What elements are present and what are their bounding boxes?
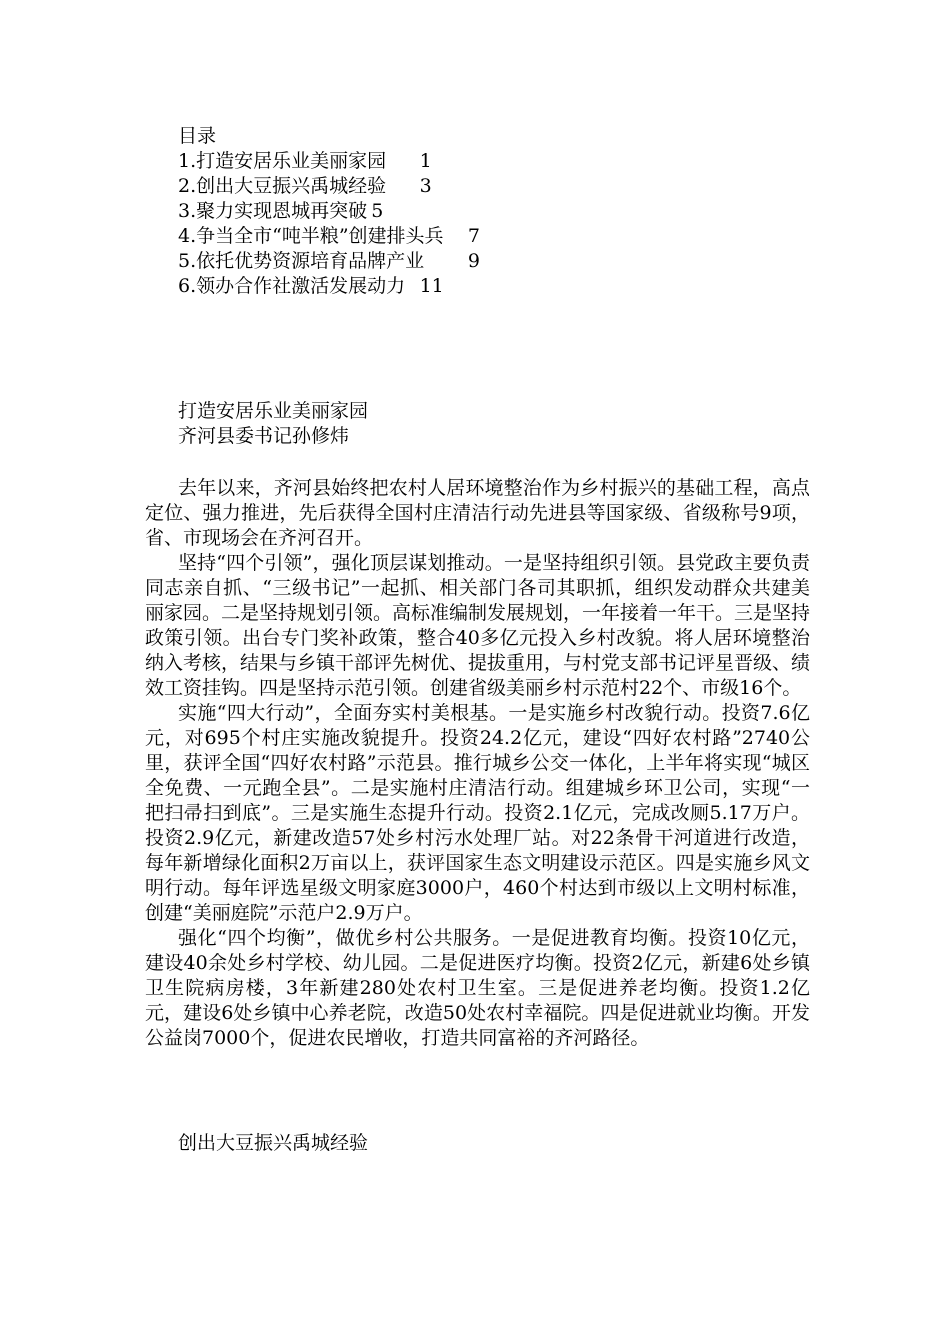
article-title: 创出大豆振兴禹城经验 — [178, 1132, 369, 1154]
toc-item[interactable]: 5.依托优势资源培育品牌产业 9 — [178, 250, 480, 272]
paragraph-spacer — [145, 449, 810, 476]
body-paragraph: 坚持“四个引领”，强化顶层谋划推动。一是坚持组织引领。县党政主要负责同志亲自抓、“三级书记”一起抓、相关部门各司其职抓，组织发动群众共建美丽家园。二是坚持规划引领。高标准编制发展规划，一年接着一年干。三是坚持政策引领。出台专门奖补政策，整合40多亿元投入乡村改貌。将人居环境整治纳入考核，结果与乡镇干部评先树优、提拔重用，与村党支部书记评星晋级、绩效工资挂钩。四是坚持示范引领。创建省级美丽乡村示范村22个、市级16个。 — [145, 552, 811, 699]
toc-item[interactable]: 3.聚力实现恩城再突破 5 — [178, 200, 384, 222]
section-spacer — [145, 299, 810, 399]
toc-item[interactable]: 1.打造安居乐业美丽家园 1 — [178, 150, 432, 172]
toc-list — [145, 149, 810, 299]
body-paragraph: 强化“四个均衡”，做优乡村公共服务。一是促进教育均衡。投资10亿元，建设40余处乡村学校、幼儿园。二是促进医疗均衡。投资2亿元，新建6处乡镇卫生院病房楼，3年新建280处农村卫生室。三是促进养老均衡。投资1.2亿元，建设6处乡镇中心养老院，改造50处农村幸福院。四是促进就业均衡。开发公益岗7000个，促进农民增收，打造共同富裕的齐河路径。 — [145, 927, 810, 1049]
toc-item[interactable]: 2.创出大豆振兴禹城经验 3 — [178, 175, 432, 197]
toc-title: 目录 — [178, 125, 217, 147]
body-paragraph: 去年以来，齐河县始终把农村人居环境整治作为乡村振兴的基础工程，高点定位、强力推进，先后获得全国村庄清洁行动先进县等国家级、省级称号9项，省、市现场会在齐河召开。 — [145, 477, 810, 549]
article-title: 打造安居乐业美丽家园 — [178, 400, 369, 422]
toc-item[interactable]: 6.领办合作社激活发展动力 11 — [178, 275, 444, 297]
article-author: 齐河县委书记孙修炜 — [178, 425, 350, 447]
body-paragraph: 实施“四大行动”，全面夯实村美根基。一是实施乡村改貌行动。投资7.6亿元，对695个村庄实施改貌提升。投资24.2亿元，建设“四好农村路”2740公里，获评全国“四好农村路”示范县。推行城乡公交一体化，上半年将实现“城区全免费、一元跑全县”。二是实施村庄清洁行动。组建城乡环卫公司，实现“一把扫帚扫到底”。三是实施生态提升行动。投资2.1亿元，完成改厕5.17万户。投资2.9亿元，新建改造57处乡村污水处理厂站。对22条骨干河道进行改造，每年新增绿化面积2万亩以上，获评国家生态文明建设示范区。四是实施乡风文明行动。每年评选星级文明家庭3000户，460个村达到市级以上文明村标准，创建“美丽庭院”示范户2.9万户。 — [145, 702, 810, 924]
document-page — [145, 124, 810, 1156]
section-spacer — [145, 1051, 810, 1131]
toc-item[interactable]: 4.争当全市“吨半粮”创建排头兵 7 — [178, 225, 480, 247]
